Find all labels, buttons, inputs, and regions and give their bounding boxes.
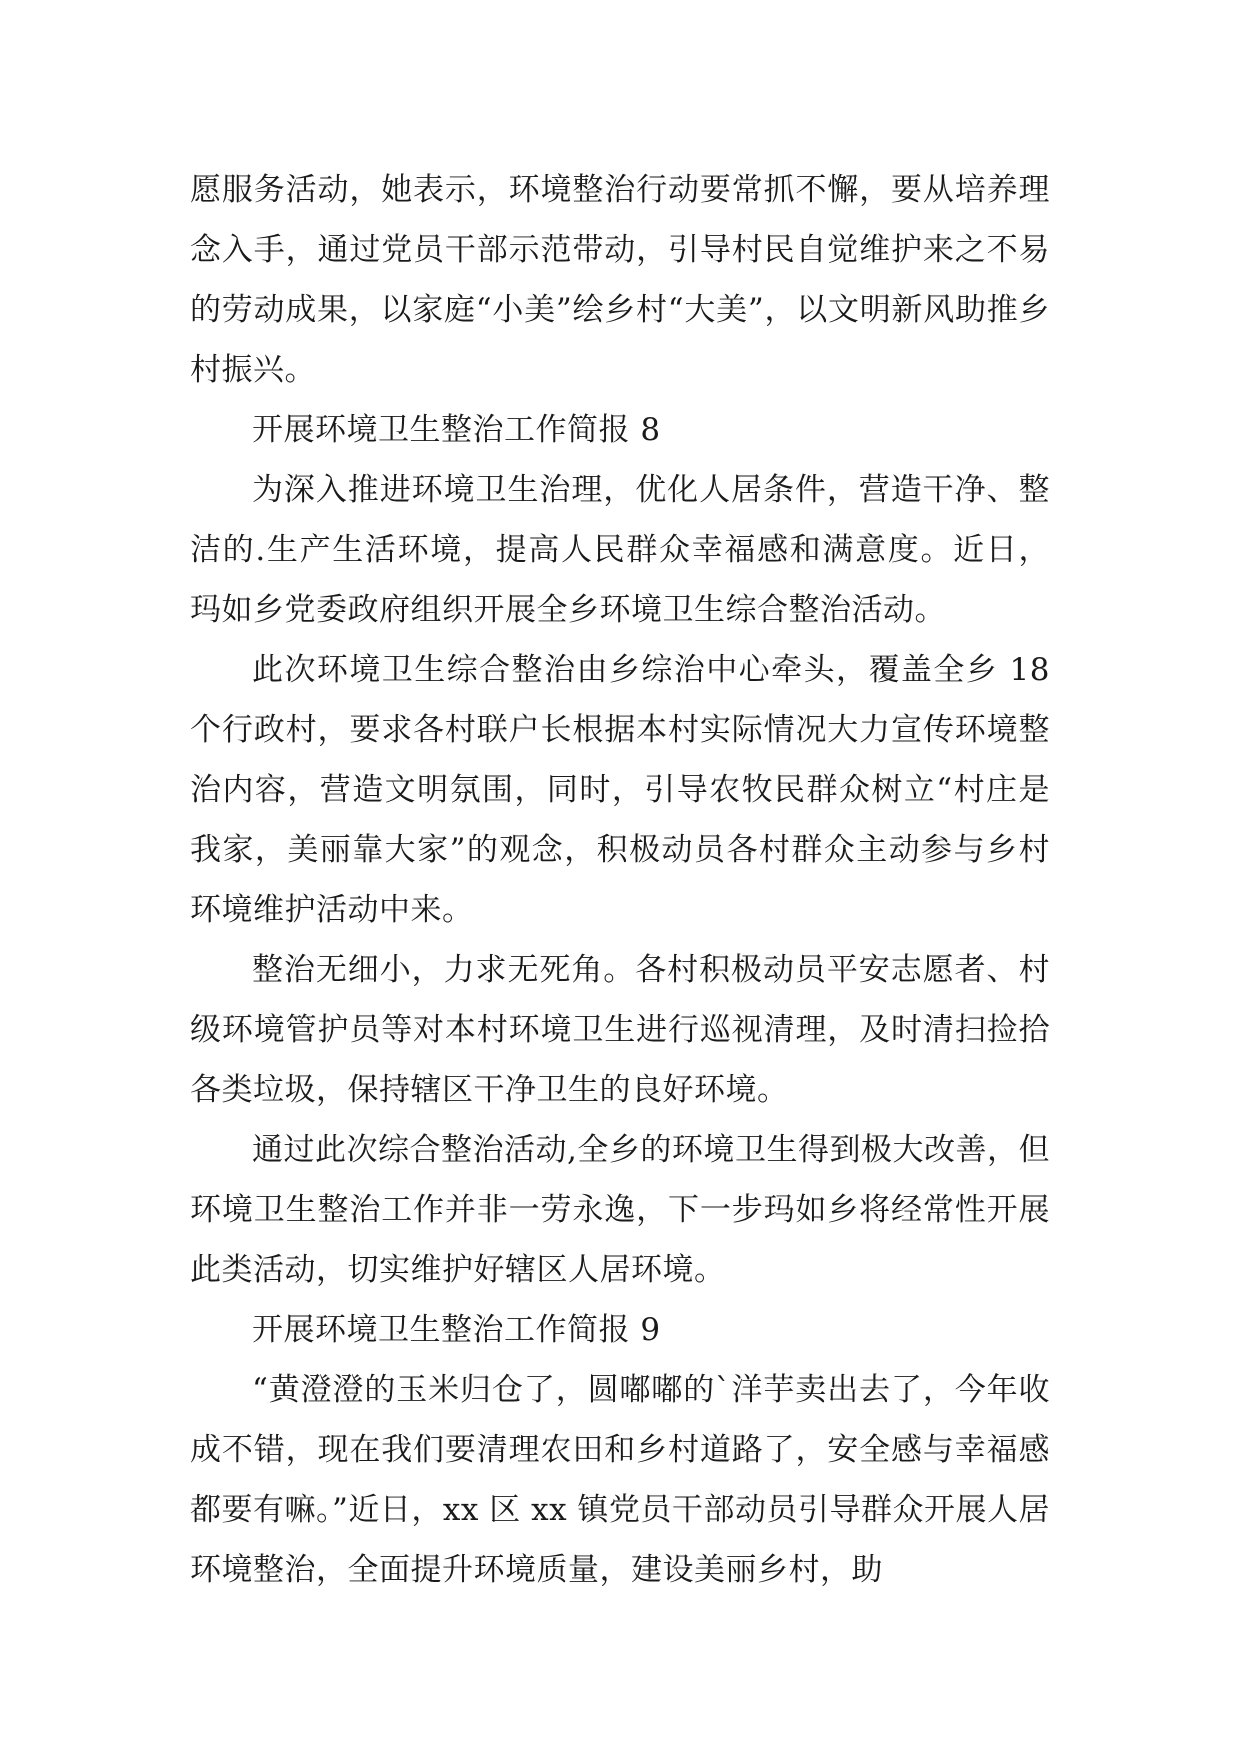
document-body: [190, 160, 1050, 1600]
paragraph-intro-9: “黄澄澄的玉米归仓了，圆嘟嘟的`洋芋卖出去了，今年收成不错，现在我们要清理农田和乡村道路了，安全感与幸福感都要有嘛。”近日，xx 区 xx 镇党员干部动员引导群众开展人居环境整治，全面提升环境质量，建设美丽乡村，助: [190, 1372, 1050, 1588]
paragraph-action-8: 整治无细小，力求无死角。各村积极动员平安志愿者、村级环境管护员等对本村环境卫生进行巡视清理，及时清扫捡拾各类垃圾，保持辖区干净卫生的良好环境。: [190, 952, 1050, 1108]
paragraph-scope-8: 此次环境卫生综合整治由乡综治中心牵头，覆盖全乡 18 个行政村，要求各村联户长根据本村实际情况大力宣传环境整治内容，营造文明氛围，同时，引导农牧民群众树立“村庄是我家，美丽靠大家”的观念，积极动员各村群众主动参与乡村环境维护活动中来。: [190, 652, 1050, 928]
section-heading-9: 开展环境卫生整治工作简报 9: [252, 1312, 661, 1348]
paragraph-intro-8: 为深入推进环境卫生治理，优化人居条件，营造干净、整洁的.生产生活环境，提高人民群众幸福感和满意度。近日，玛如乡党委政府组织开展全乡环境卫生综合整治活动。: [190, 472, 1050, 628]
paragraph-continuation: 愿服务活动，她表示，环境整治行动要常抓不懈，要从培养理念入手，通过党员干部示范带动，引导村民自觉维护来之不易的劳动成果，以家庭“小美”绘乡村“大美”，以文明新风助推乡村振兴。: [190, 172, 1050, 388]
section-heading-8: 开展环境卫生整治工作简报 8: [252, 412, 661, 448]
paragraph-result-8: 通过此次综合整治活动,全乡的环境卫生得到极大改善，但环境卫生整治工作并非一劳永逸，下一步玛如乡将经常性开展此类活动，切实维护好辖区人居环境。: [190, 1132, 1050, 1288]
